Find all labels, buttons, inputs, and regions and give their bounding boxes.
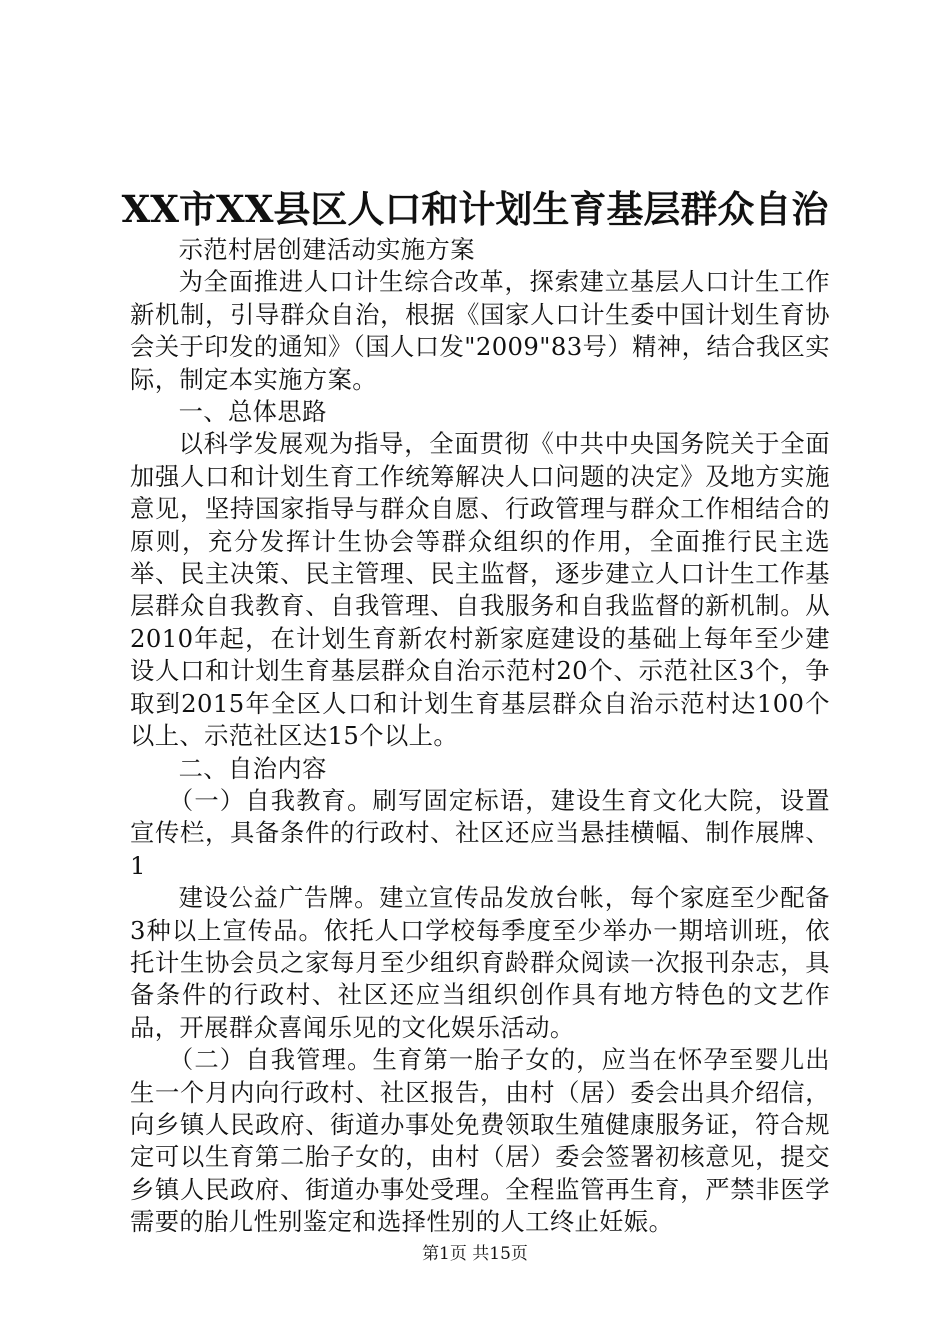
subtitle-paragraph: 示范村居创建活动实施方案	[178, 235, 475, 264]
document-title: XX市XX县区人口和计划生育基层群众自治	[121, 187, 829, 231]
self-management-paragraph: （二）自我管理。生育第一胎子女的，应当在怀孕至婴儿出生一个月内向行政村、社区报告，由村（居）委会出具介绍信，向乡镇人民政府、街道办事处免费领取生殖健康服务证，符合规定可以生育第二胎子女的，由村（居）委会签署初核意见，提交乡镇人民政府、街道办事处受理。全程监管再生育，严禁非医学需要的胎儿性别鉴定和选择性别的人工终止妊娠。	[130, 1045, 830, 1237]
self-education-continued-paragraph: 建设公益广告牌。建立宣传品发放台帐，每个家庭至少配备3种以上宣传品。依托人口学校每季度至少举办一期培训班，依托计生协会员之家每月至少组织育龄群众阅读一次报刊杂志，具备条件的行政村、社区还应当组织创作具有地方特色的文艺作品，开展群众喜闻乐见的文化娱乐活动。	[130, 883, 830, 1042]
section-1-paragraph: 以科学发展观为指导，全面贯彻《中共中央国务院关于全面加强人口和计划生育工作统筹解决人口问题的决定》及地方实施意见，坚持国家指导与群众自愿、行政管理与群众工作相结合的原则，充分发挥计生协会等群众组织的作用，全面推行民主选举、民主决策、民主管理、民主监督，逐步建立人口计生工作基层群众自我教育、自我管理、自我服务和自我监督的新机制。从2010年起，在计划生育新农村新家庭建设的基础上每年至少建设人口和计划生育基层群众自治示范村20个、示范社区3个，争取到2015年全区人口和计划生育基层群众自治示范村达100个以上、示范社区达15个以上。	[130, 429, 830, 751]
document-body	[130, 234, 830, 1239]
section-heading-1: 一、总体思路	[178, 397, 327, 427]
intro-paragraph: 为全面推进人口计生综合改革，探索建立基层人口计生工作新机制，引导群众自治，根据《国家人口计生委中国计划生育协会关于印发的通知》（国人口发"2009"83号）精神，结合我区实际，制定本实施方案。	[130, 267, 830, 394]
self-education-paragraph: （一）自我教育。刷写固定标语，建设生育文化大院，设置宣传栏，具备条件的行政村、社区还应当悬挂横幅、制作展牌、1	[130, 785, 830, 880]
page-footer: 第1页 共15页	[422, 1244, 528, 1264]
section-heading-2: 二、自治内容	[178, 753, 327, 783]
